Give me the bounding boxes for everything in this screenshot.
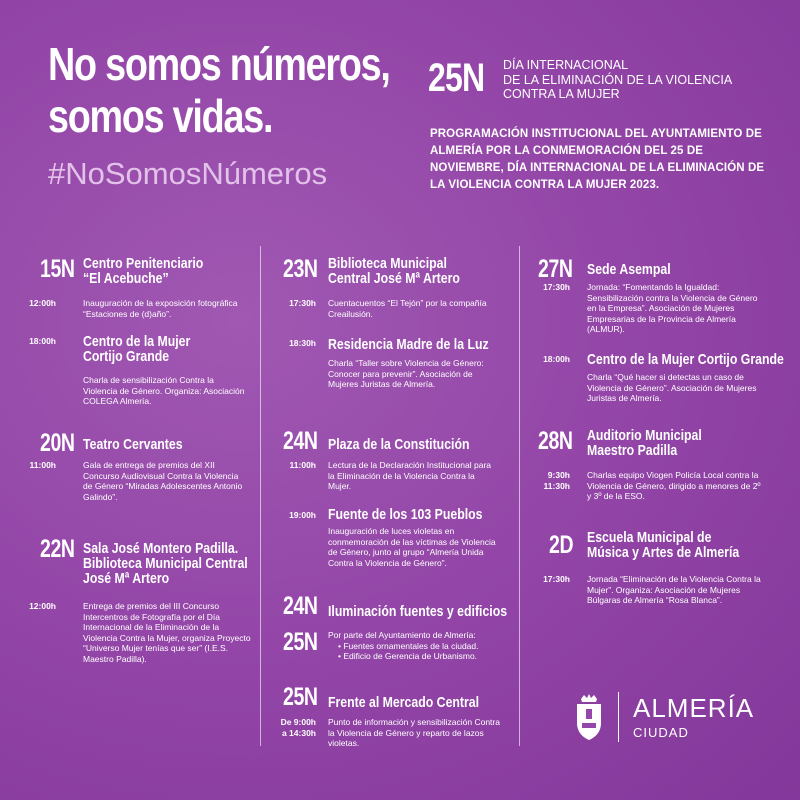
event-time: 12:00h (29, 298, 56, 308)
logo-name: ALMERÍA (633, 692, 755, 723)
event-time: 19:00h (289, 510, 316, 520)
day-title-line-3: CONTRA LA MUJER (503, 87, 620, 101)
venue-title: Centro de la Mujer Cortijo Grande (587, 351, 784, 368)
event-time: 9:30h 11:30h (543, 470, 570, 491)
event-description: Charla “Taller sobre Violencia de Género: Conocer para prevenir”. Asociación de Mujeres Juristas de Almería. (328, 358, 484, 389)
date-tag: 23N (283, 255, 318, 283)
list-item: • Edificio de Gerencia de Urbanismo. (338, 651, 508, 662)
event-description: Jornada: “Fomentando la Igualdad: Sensibilización contra la Violencia de Género en la Empresa”. Asociación de Mujeres Empresarias de la Provincia de Almería (ALMUR). (587, 282, 758, 334)
event-description: Gala de entrega de premios del XII Concurso Audiovisual Contra la Violencia de Género “Miradas Adolescentes Antonio Galindo”. (83, 460, 243, 502)
venue-title: Escuela Municipal de Música y Artes de Almería (587, 529, 740, 561)
event-description (328, 630, 508, 662)
event-list (328, 641, 508, 662)
logo-separator (618, 692, 619, 742)
almeria-logo (572, 692, 754, 742)
venue-title: Sala José Montero Padilla. Biblioteca Municipal Central José Mª Artero (83, 540, 248, 587)
headline (48, 38, 390, 142)
date-tag: 24N (283, 427, 318, 455)
venue-title: Centro Penitenciario “El Acebuche” (83, 255, 204, 287)
list-item: • Fuentes ornamentales de la ciudad. (338, 641, 508, 652)
event-time: 17:30h (543, 282, 570, 292)
date-tag: 25N (283, 683, 318, 711)
date-tag: 20N (40, 429, 75, 457)
date-tag: 28N (538, 427, 573, 455)
date-tag: 2D (549, 531, 574, 559)
event-description: Inauguración de luces violetas en conmemoración de las víctimas de Violencia de Género, junto al grupo “Almería Unida Contra la Violencia de Género”. (328, 526, 496, 568)
date-tag: 15N (40, 255, 75, 283)
venue-title: Fuente de los 103 Pueblos (328, 506, 483, 523)
event-description: Inauguración de la exposición fotográfica “Estaciones de (d)año”. (83, 298, 238, 319)
day-title-line-2: DE LA ELIMINACIÓN DE LA VIOLENCIA (503, 72, 733, 87)
logo-text (633, 692, 755, 740)
venue-title: Sede Asempal (587, 261, 671, 278)
headline-line-1: No somos números, (48, 38, 390, 90)
event-description: Charla de sensibilización Contra la Violencia de Género. Organiza: Asociación COLEGA Almería. (83, 375, 245, 406)
column-divider (519, 246, 520, 746)
logo-subtitle: CIUDAD (633, 724, 689, 740)
venue-title: Iluminación fuentes y edificios (328, 603, 508, 620)
venue-title: Biblioteca Municipal Central José Mª Artero (328, 255, 460, 287)
date-tag: 24N (283, 592, 318, 620)
venue-title: Centro de la Mujer Cortijo Grande (83, 333, 191, 365)
venue-title: Residencia Madre de la Luz (328, 336, 489, 353)
event-description-intro: Por parte del Ayuntamiento de Almería: (328, 630, 476, 640)
venue-title: Teatro Cervantes (83, 436, 183, 453)
event-description: Cuentacuentos “El Tejón” por la compañía Creailusión. (328, 298, 487, 319)
venue-title: Auditorio Municipal Maestro Padilla (587, 427, 702, 459)
event-description: Jornada “Eliminación de la Violencia Contra la Mujer”. Organiza: Asociación de Mujeres Búlgaras de Almería “Rosa Blanca”. (587, 574, 761, 605)
event-description: Charla “Qué hacer si detectas un caso de Violencia de Género”. Asociación de Mujeres Juristas de Almería. (587, 372, 757, 403)
event-time: 12:00h (29, 601, 56, 611)
headline-line-2: somos vidas. (48, 90, 273, 142)
date-tag: 27N (538, 255, 573, 283)
event-time: De 9:00h a 14:30h (280, 717, 316, 738)
event-description: Charlas equipo Viogen Policía Local contra la Violencia de Género, dirigido a menores de 2º y 3º de la ESO. (587, 470, 761, 501)
coat-of-arms-icon (572, 693, 606, 741)
event-time: 17:30h (543, 574, 570, 584)
event-description: Lectura de la Declaración Institucional para la Eliminación de la Violencia Contra la Mujer. (328, 460, 492, 491)
day-title (503, 58, 732, 102)
column-divider (260, 246, 261, 746)
date-tag: 22N (40, 535, 75, 563)
hashtag: #NoSomosNúmeros (48, 156, 328, 191)
event-time: 18:00h (543, 354, 570, 364)
venue-title: Plaza de la Constitución (328, 436, 470, 453)
event-time: 17:30h (289, 298, 316, 308)
event-time: 11:00h (289, 460, 316, 470)
date-tag: 25N (283, 628, 318, 656)
programacion-text: PROGRAMACIÓN INSTITUCIONAL DEL AYUNTAMIENTO DE ALMERÍA POR LA CONMEMORACIÓN DEL 25 DE NOVIEMBRE, DÍA INTERNACIONAL DE LA ELIMINACIÓN DE LA VIOLENCIA CONTRA LA MUJER 2023. (430, 128, 765, 191)
event-description: Entrega de premios del III Concurso Intercentros de Fotografía por el Día Internacional de la Eliminación de la Violencia Contra la Mujer, organiza Proyecto “Universo Mujer tenías que ser” (I.E.S. Maestro Padilla). (83, 601, 251, 664)
day-title-line-1: DÍA INTERNACIONAL (503, 58, 629, 72)
event-time: 18:00h (29, 336, 56, 346)
event-description: Punto de información y sensibilización Contra la Violencia de Género y reparto de lazos violetas. (328, 717, 500, 748)
venue-title: Frente al Mercado Central (328, 694, 480, 711)
event-time: 18:30h (289, 338, 316, 348)
event-time: 11:00h (29, 460, 56, 470)
date-tag-25n: 25N (428, 56, 485, 100)
